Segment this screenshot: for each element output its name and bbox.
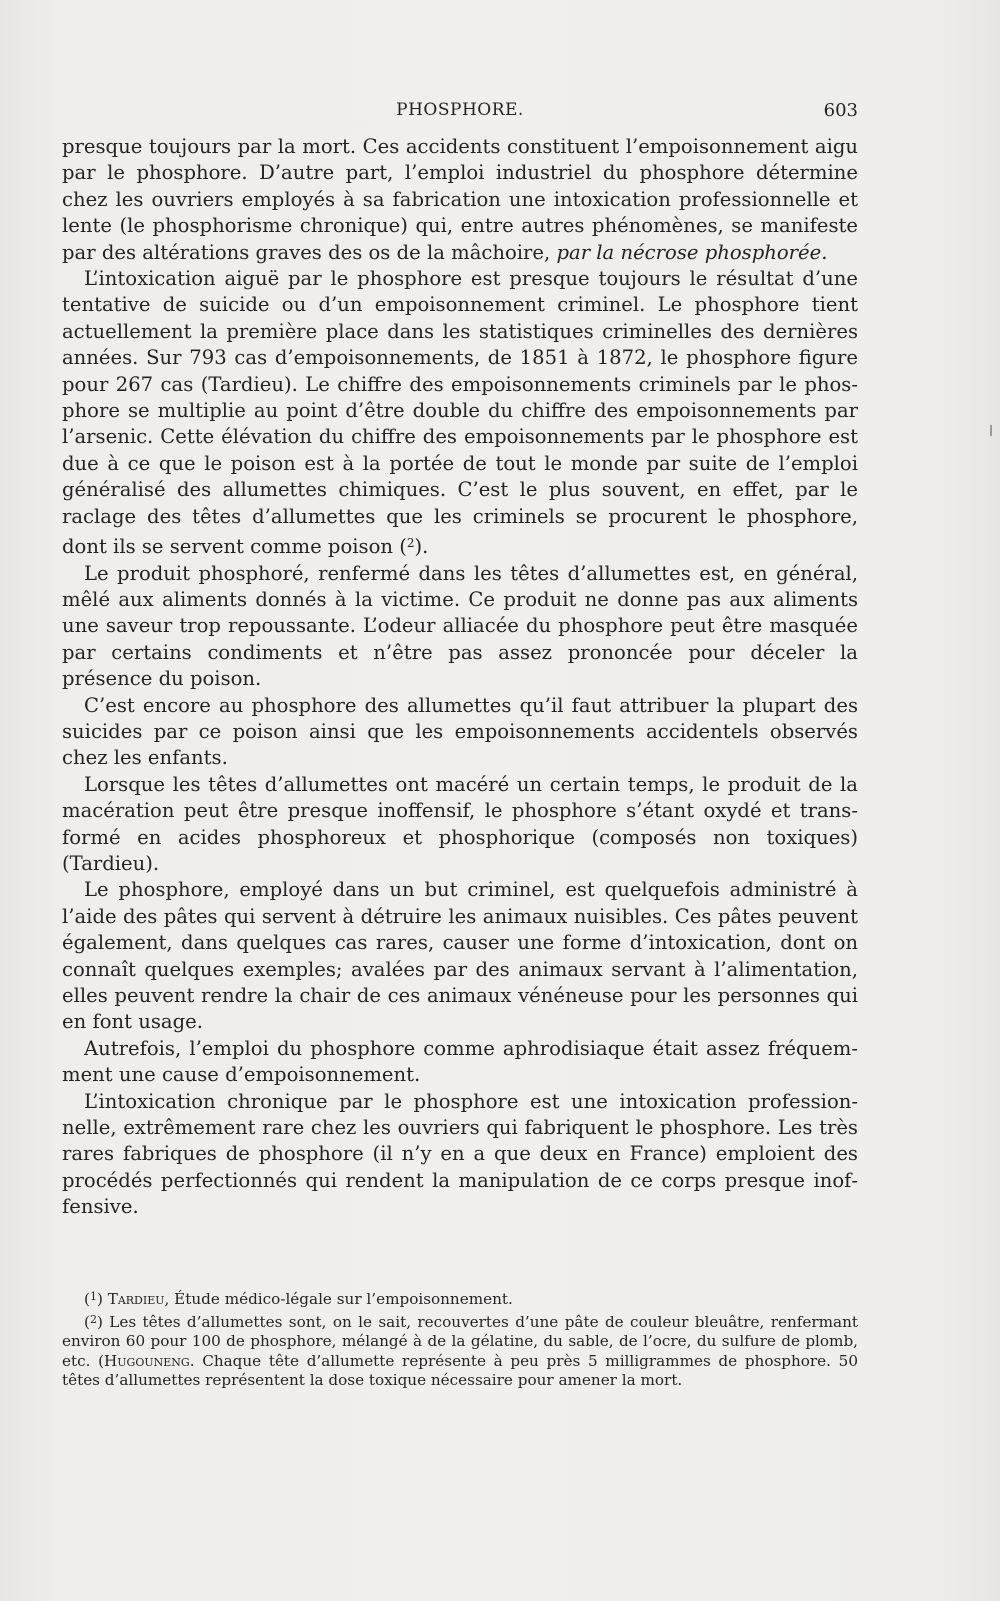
- margin-mark: [990, 425, 992, 436]
- footnote-2-author: Hugouneng: [104, 1351, 190, 1370]
- paragraph-3: Le produit phosphoré, renfermé dans les têtes d’allumettes est, en général, mêlé aux aliments donnés à la victime. Ce produit ne donne pas aux aliments une saveur trop repoussante. L’odeur alliacée du phosphore peut être masquée par certains condiments et n’être pas assez prononcée pour déceler la présence du poison.: [62, 561, 858, 691]
- footnote-1-mark: 1: [89, 1290, 97, 1303]
- paragraph-1-text: presque toujours par la mort. Ces accidents constituent l’empoisonnement aigu par le phosphore. D’autre part, l’emploi industriel du phosphore détermine chez les ouvriers employés à sa fabrication une intoxication professionnelle et lente (le phosphorisme chronique) qui, entre autres phénomènes, se manifeste par des altérations graves des os de la mâchoire,: [62, 135, 858, 264]
- footnote-2-text-end: . Chaque tête d’allumette représente à peu près 5 milligrammes de phosphore. 50 têtes d’allumettes représentent la dose toxique nécessaire pour amener la mort.: [62, 1351, 858, 1390]
- footnote-2: ($^2$) Les têtes d’allumettes sont, on le sait, recouvertes d’une pâte de couleur bleuâtre, renfermant environ 60 pour 100 de phosphore, mélangé à de la gélatine, du sable, de l’ocre, du sulfure de plomb, etc. (Hugouneng. Chaque tête d’allumette représente à peu près 5 milligrammes de phosphore. 50 têtes d’allumettes représentent la dose toxique nécessaire pour amener la mort.: [62, 1312, 858, 1390]
- page-number: 603: [823, 100, 858, 121]
- paragraph-1: [62, 134, 858, 266]
- footnote-1: ($^1$) Tardieu, Étude médico-légale sur l’empoisonnement.: [84, 1290, 513, 1308]
- paragraph-2: [62, 266, 858, 560]
- footnotes: [62, 1287, 858, 1391]
- body-text: [62, 134, 858, 1221]
- footnote-1-author: Tardieu: [107, 1290, 165, 1308]
- footnote-2-text: Les têtes d’allumettes sont, on le sait, recouvertes d’une pâte de couleur bleuâtre, renfermant environ 60 pour 100 de phosphore, mélangé à de la gélatine, du sable, de l’ocre, du sulfure de plomb, etc. (: [62, 1312, 858, 1370]
- running-head: PHOSPHORE.: [396, 100, 524, 120]
- paragraph-2-end: ).: [414, 535, 429, 559]
- paragraph-4: C’est encore au phosphore des allumettes qu’il faut attribuer la plupart des suicides par ce poison ainsi que les empoisonnements accidentels observés chez les enfants.: [62, 693, 858, 770]
- paragraph-5: Lorsque les têtes d’allumettes ont macéré un certain temps, le produit de la macération peut être presque inoffensif, le phosphore s’étant oxydé et transformé en acides phosphoreux et phosphorique (composés non toxiques) (Tardieu).: [62, 772, 858, 875]
- paragraph-2-text: L’intoxication aiguë par le phosphore est presque toujours le résultat d’une tentative de suicide ou d’un empoisonnement criminel. Le phosphore tient actuellement la première place dans les statistiques criminelles des dernières années. Sur 793 cas d’empoisonnements, de 1851 à 1872, le phosphore figure pour 267 cas (Tardieu). Le chiffre des empoisonnements criminels par le phosphore se multiplie au point d’être double du chiffre des empoisonnements par l’arsenic. Cette élévation du chiffre des empoisonnements par le phosphore est due à ce que le poison est à la portée de tout le monde par suite de l’emploi généralisé des allumettes chimiques. C’est le plus souvent, en effet, par le raclage des têtes d’allumettes que les criminels se procurent le phosphore, dont ils se servent comme poison (: [62, 267, 858, 559]
- footnote-1-text: , Étude médico-légale sur l’empoisonnement.: [164, 1290, 513, 1308]
- footnote-ref-2: 2: [406, 536, 415, 551]
- paragraph-7: Autrefois, l’emploi du phosphore comme aphrodisiaque était assez fréquemment une cause d’empoisonnement.: [62, 1036, 858, 1087]
- paragraph-6: Le phosphore, employé dans un but criminel, est quelquefois administré à l’aide des pâtes qui servent à détruire les animaux nuisibles. Ces pâtes peuvent également, dans quelques cas rares, causer une forme d’intoxication, dont on connaît quelques exemples; avalées par des animaux servant à l’alimentation, elles peuvent rendre la chair de ces animaux vénéneuse pour les personnes qui en font usage.: [62, 878, 858, 1034]
- paragraph-1-italic: par la nécrose phosphorée.: [556, 240, 828, 264]
- paragraph-8: L’intoxication chronique par le phosphore est une intoxication professionnelle, extrêmement rare chez les ouvriers qui fabriquent le phosphore. Les très rares fabriques de phosphore (il n’y en a que deux en France) emploient des procédés perfectionnés qui rendent la manipulation de ce corps presque inoffensive.: [62, 1089, 858, 1219]
- page-header: [62, 100, 858, 128]
- footnote-2-mark: 2: [89, 1312, 97, 1326]
